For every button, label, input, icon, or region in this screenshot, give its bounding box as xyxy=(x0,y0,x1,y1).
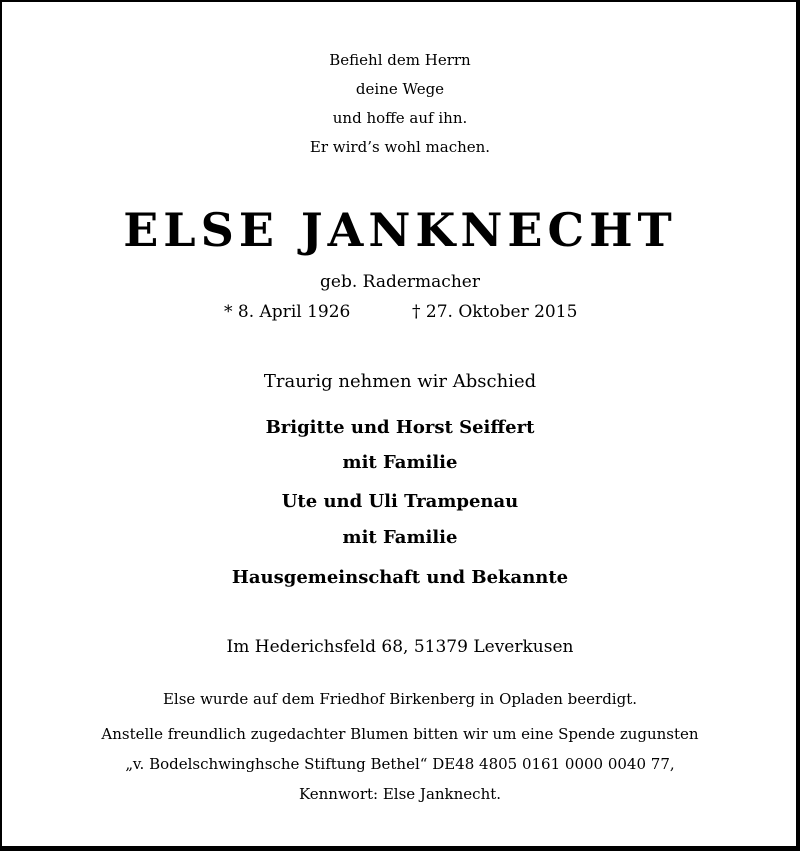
verse-line-3: und hoffe auf ihn. xyxy=(332,109,468,127)
donation-line-3: Kennwort: Else Janknecht. xyxy=(298,785,502,803)
deceased-last-name: JANKNECHT xyxy=(300,203,677,257)
deceased-first-name: ELSE xyxy=(123,203,279,257)
born-name: geb. Radermacher xyxy=(320,272,480,292)
mourner-line-3: Ute und Uli Trampenau xyxy=(281,491,519,512)
life-dates xyxy=(2,304,798,324)
address: Im Hederichsfeld 68, 51379 Leverkusen xyxy=(226,637,574,657)
death-date: † 27. Oktober 2015 xyxy=(412,302,578,322)
deceased-name xyxy=(2,203,798,257)
mourner-line-1: Brigitte und Horst Seiffert xyxy=(265,417,535,438)
donation-line-2: „v. Bodelschwinghsche Stiftung Bethel“ DE48 4805 0161 0000 0040 77, xyxy=(125,755,675,773)
intro-text: Traurig nehmen wir Abschied xyxy=(263,371,537,392)
burial-note: Else wurde auf dem Friedhof Birkenberg in Opladen beerdigt. xyxy=(162,690,637,708)
donation-line-1: Anstelle freundlich zugedachter Blumen bitten wir um eine Spende zugunsten xyxy=(101,725,699,743)
verse-line-2: deine Wege xyxy=(355,80,445,98)
mourner-line-5: Hausgemeinschaft und Bekannte xyxy=(231,567,569,588)
birth-date: * 8. April 1926 xyxy=(224,302,351,322)
mourner-line-4: mit Familie xyxy=(342,527,458,548)
verse-line-1: Befiehl dem Herrn xyxy=(329,51,471,69)
mourner-line-2: mit Familie xyxy=(342,452,458,473)
verse-line-4: Er wird’s wohl machen. xyxy=(309,138,491,156)
